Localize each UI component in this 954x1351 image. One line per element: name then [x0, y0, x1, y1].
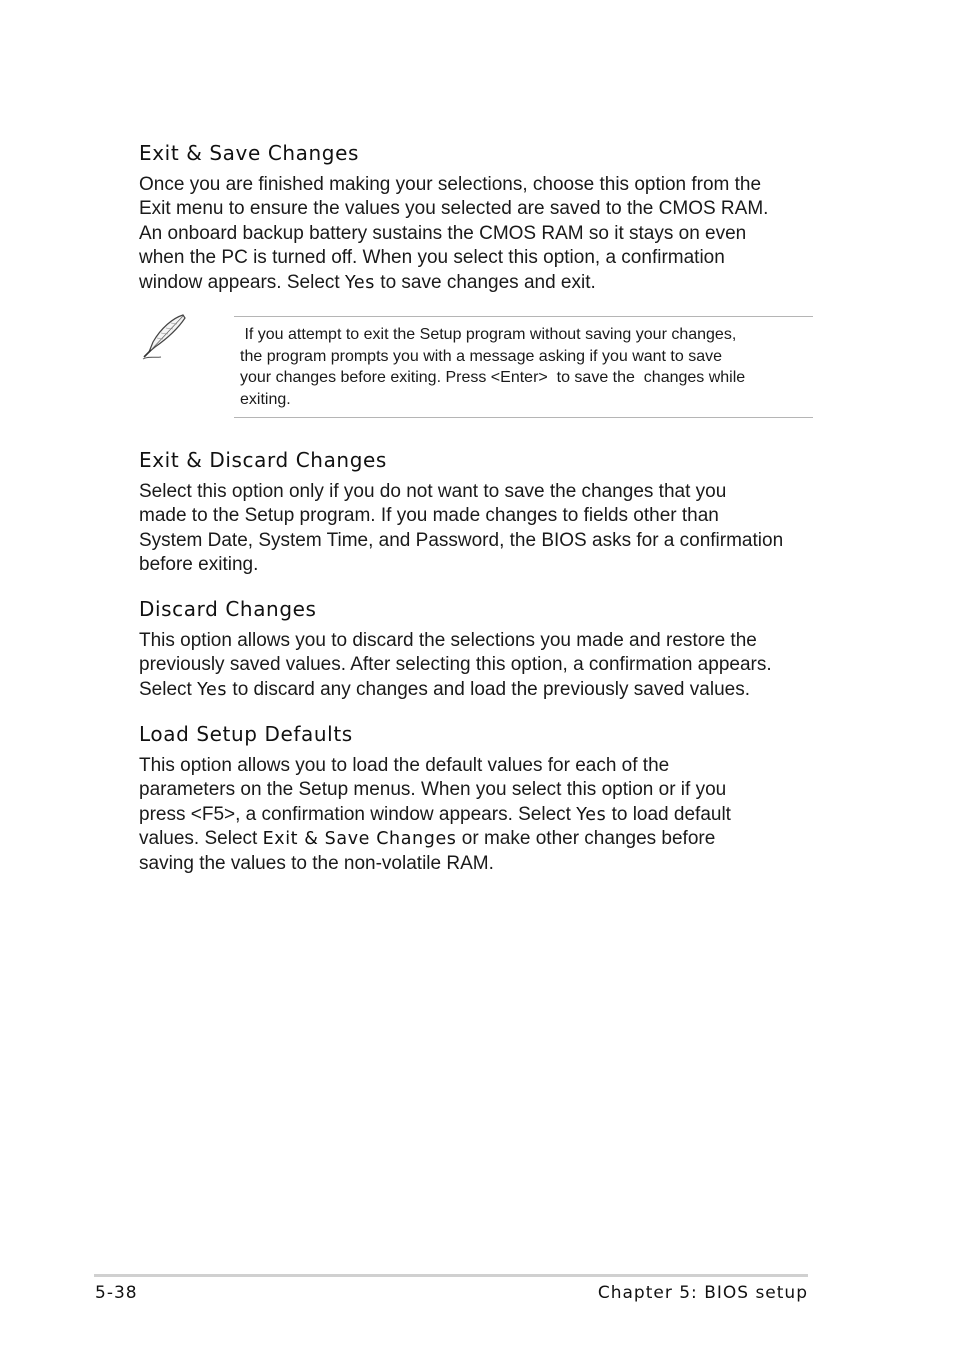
- keyword-yes: Yes: [344, 272, 376, 293]
- text-line: the program prompts you with a message asking if you want to save: [240, 347, 723, 365]
- paragraph-load-setup-defaults: [139, 754, 814, 876]
- heading-load-setup-defaults: Load Setup Defaults: [139, 722, 353, 746]
- text-line: or make other changes before: [456, 828, 716, 850]
- text-line: when the PC is turned off. When you select this option, a confirmation: [139, 247, 725, 269]
- quill-pen-icon: [139, 312, 189, 364]
- text-line: Select: [139, 678, 198, 700]
- paragraph-discard-changes: [139, 629, 814, 702]
- heading-exit-save-changes: Exit & Save Changes: [139, 141, 360, 165]
- footer-divider: [94, 1274, 808, 1277]
- note-text: [240, 324, 808, 410]
- keyword-yes: Yes: [576, 804, 607, 825]
- text-line: This option allows you to load the default values for each of the: [139, 755, 670, 776]
- text-line: parameters on the Setup menus. When you select this option or if you: [139, 779, 727, 801]
- page-number: 5-38: [95, 1283, 138, 1303]
- chapter-title: Chapter 5: BIOS setup: [597, 1283, 808, 1303]
- text-line: to save changes and exit.: [375, 271, 596, 293]
- paragraph-exit-discard-changes: [139, 480, 814, 578]
- text-line: This option allows you to discard the selections you made and restore the: [139, 630, 757, 651]
- text-line: Exit menu to ensure the values you selected are saved to the CMOS RAM.: [139, 198, 769, 220]
- text-line: If you attempt to exit the Setup program without saving your changes,: [240, 326, 737, 343]
- text-line: press <F5>, a confirmation window appears. Select: [139, 803, 577, 825]
- keyword-yes: Yes: [197, 679, 228, 700]
- keyword-exit-save-changes: Exit & Save Changes: [262, 829, 457, 850]
- text-line: to discard any changes and load the previously saved values.: [227, 678, 750, 700]
- text-line: made to the Setup program. If you made changes to fields other than: [139, 505, 719, 527]
- text-line: exiting.: [240, 390, 291, 408]
- text-line: Once you are finished making your selections, choose this option from the: [139, 174, 762, 195]
- heading-discard-changes: Discard Changes: [139, 597, 317, 621]
- paragraph-exit-save-changes: [139, 173, 814, 295]
- text-line: saving the values to the non-volatile RAM.: [139, 852, 494, 874]
- text-line: values. Select: [139, 828, 263, 850]
- text-line: to load default: [606, 803, 731, 825]
- text-line: your changes before exiting. Press <Enter> to save the changes while: [240, 369, 746, 387]
- text-line: before exiting.: [139, 554, 259, 576]
- text-line: window appears. Select: [139, 271, 345, 293]
- text-line: previously saved values. After selecting this option, a confirmation appears.: [139, 654, 772, 676]
- text-line: Select this option only if you do not want to save the changes that you: [139, 481, 727, 502]
- text-line: An onboard backup battery sustains the CMOS RAM so it stays on even: [139, 222, 747, 244]
- heading-exit-discard-changes: Exit & Discard Changes: [139, 448, 387, 472]
- text-line: System Date, System Time, and Password, the BIOS asks for a confirmation: [139, 529, 784, 551]
